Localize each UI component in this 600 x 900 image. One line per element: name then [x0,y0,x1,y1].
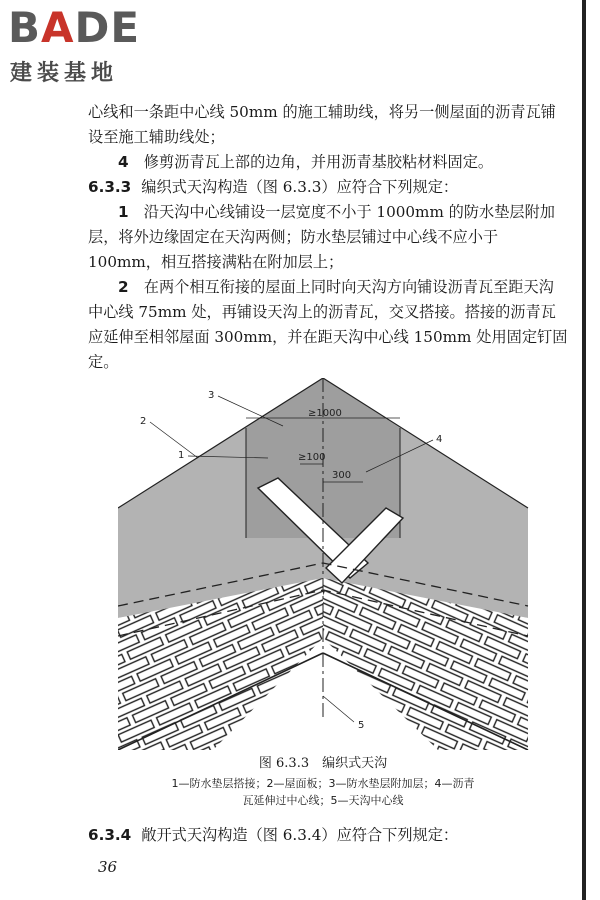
section-text: 编织式天沟构造（图 6.3.3）应符合下列规定： [141,178,459,196]
caption-title: 图 6.3.3 编织式天沟 [258,756,388,771]
dim-100: ≥100 [298,452,326,463]
label-3: 3 [208,390,215,401]
label-2: 2 [140,416,147,427]
item-4 [88,150,568,175]
figure-caption [88,752,558,809]
item-number: 2 [118,278,129,296]
page-edge-rule [582,0,586,900]
logo-subtitle: 建装基地 [10,61,119,86]
item-2 [88,275,568,375]
label-4: 4 [436,434,443,445]
item-text: 在两个相互衔接的屋面上同时向天沟方向铺设沥青瓦至距天沟中心线 75mm 处，再铺设天沟上的沥青瓦，交叉搭接。搭接的沥青瓦应延伸至相邻屋面 300mm，并在距天沟中心线 150mm 处用固定钉固定。 [88,278,568,371]
section-number: 6.3.3 [88,178,132,196]
paragraph-continuation: 心线和一条距中心线 50mm 的施工辅助线，将另一侧屋面的沥青瓦铺设至施工辅助线处； [88,103,556,146]
dim-300: 300 [332,470,352,481]
dim-1000: ≥1000 [308,408,342,419]
valley-figure [118,378,538,750]
label-5: 5 [358,720,365,731]
item-text: 沿天沟中心线铺设一层宽度不小于 1000mm 的防水垫层附加层，将外边缘固定在天沟两侧；防水垫层铺过中心线不应小于 100mm，相互搭接满粘在附加层上； [88,203,555,271]
section-6-3-3 [88,175,568,200]
caption-legend-2: 瓦延伸过中心线；5—天沟中心线 [242,794,404,807]
logo [8,3,178,86]
section-text: 敞开式天沟构造（图 6.3.4）应符合下列规定： [141,826,459,844]
page-number: 36 [98,858,118,876]
item-number: 4 [118,153,129,171]
item-text: 修剪沥青瓦上部的边角，并用沥青基胶粘材料固定。 [143,153,494,171]
section-6-3-4 [88,824,458,845]
item-1 [88,200,568,275]
body-text [88,100,568,375]
label-1: 1 [178,450,185,461]
logo-wordmark: BADE [8,3,141,52]
item-number: 1 [118,203,129,221]
caption-legend-1: 1—防水垫层搭接；2—屋面板；3—防水垫层附加层；4—沥青 [171,777,475,790]
section-number: 6.3.4 [88,826,132,844]
